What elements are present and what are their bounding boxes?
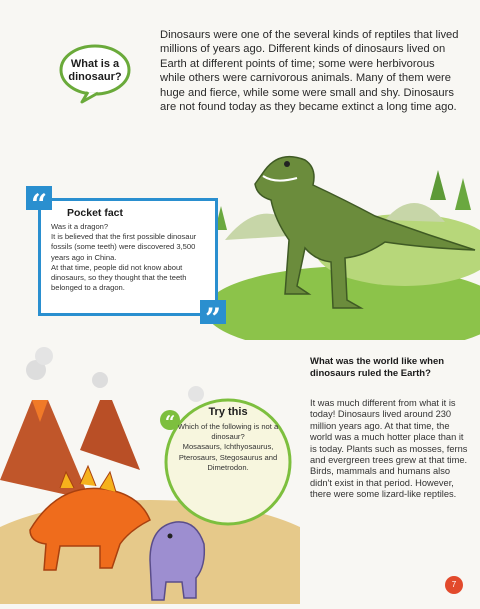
world-heading: What was the world like when dinosaurs ruled the Earth? [310, 356, 445, 379]
pocket-fact-line: Was it a dragon? [51, 222, 109, 231]
intro-paragraph: Dinosaurs were one of the several kinds of reptiles that lived millions of years ago. Different kinds of dinosaurs lived on Earth at different points of time; some were herbivorous while others were carnivorous animals. Many of them were huge and fierce, while some were small and shy. Dinosaurs are not found today as they became extinct a long time ago. [160, 29, 459, 114]
quote-close-icon: ” [200, 300, 226, 324]
page-number-badge: 7 [445, 576, 463, 594]
pocket-fact-title: Pocket fact [67, 207, 124, 219]
trex-illustration [205, 130, 480, 340]
world-body: It was much different from what it is today! Dinosaurs lived around 230 million years ago. At that time, the world was a much hotter place than it is today. Plants such as mosses, ferns and evergreen trees grew at that time. Birds, mammals and humans also didn't exist in that period. However, there were some lizard-like reptiles. [310, 398, 468, 500]
pocket-fact-box [38, 198, 218, 316]
question-speech-bubble [58, 42, 132, 104]
try-this-bubble [164, 396, 292, 528]
pocket-fact-body [51, 222, 215, 293]
quote-open-icon: “ [26, 186, 52, 210]
pocket-fact-line: At that time, people did not know about dinosaurs, so they thought that the teeth belonged to a dragon. [51, 262, 187, 293]
try-this-title: Try this [208, 406, 248, 418]
try-this-question: Which of the following is not a dinosaur? [177, 422, 279, 442]
try-this-body [176, 422, 280, 473]
pocket-fact-line: It is believed that the first possible dinosaur fossils (some teeth) were discovered 3,500 years ago in China. [51, 232, 197, 262]
try-this-options: Mosasaurs, Ichthyosaurus, Pterosaurs, Stegosaurus and Dimetrodon. [178, 442, 278, 472]
question-heading: What is a dinosaur? [68, 58, 122, 83]
quote-open-icon: “ [160, 410, 180, 430]
